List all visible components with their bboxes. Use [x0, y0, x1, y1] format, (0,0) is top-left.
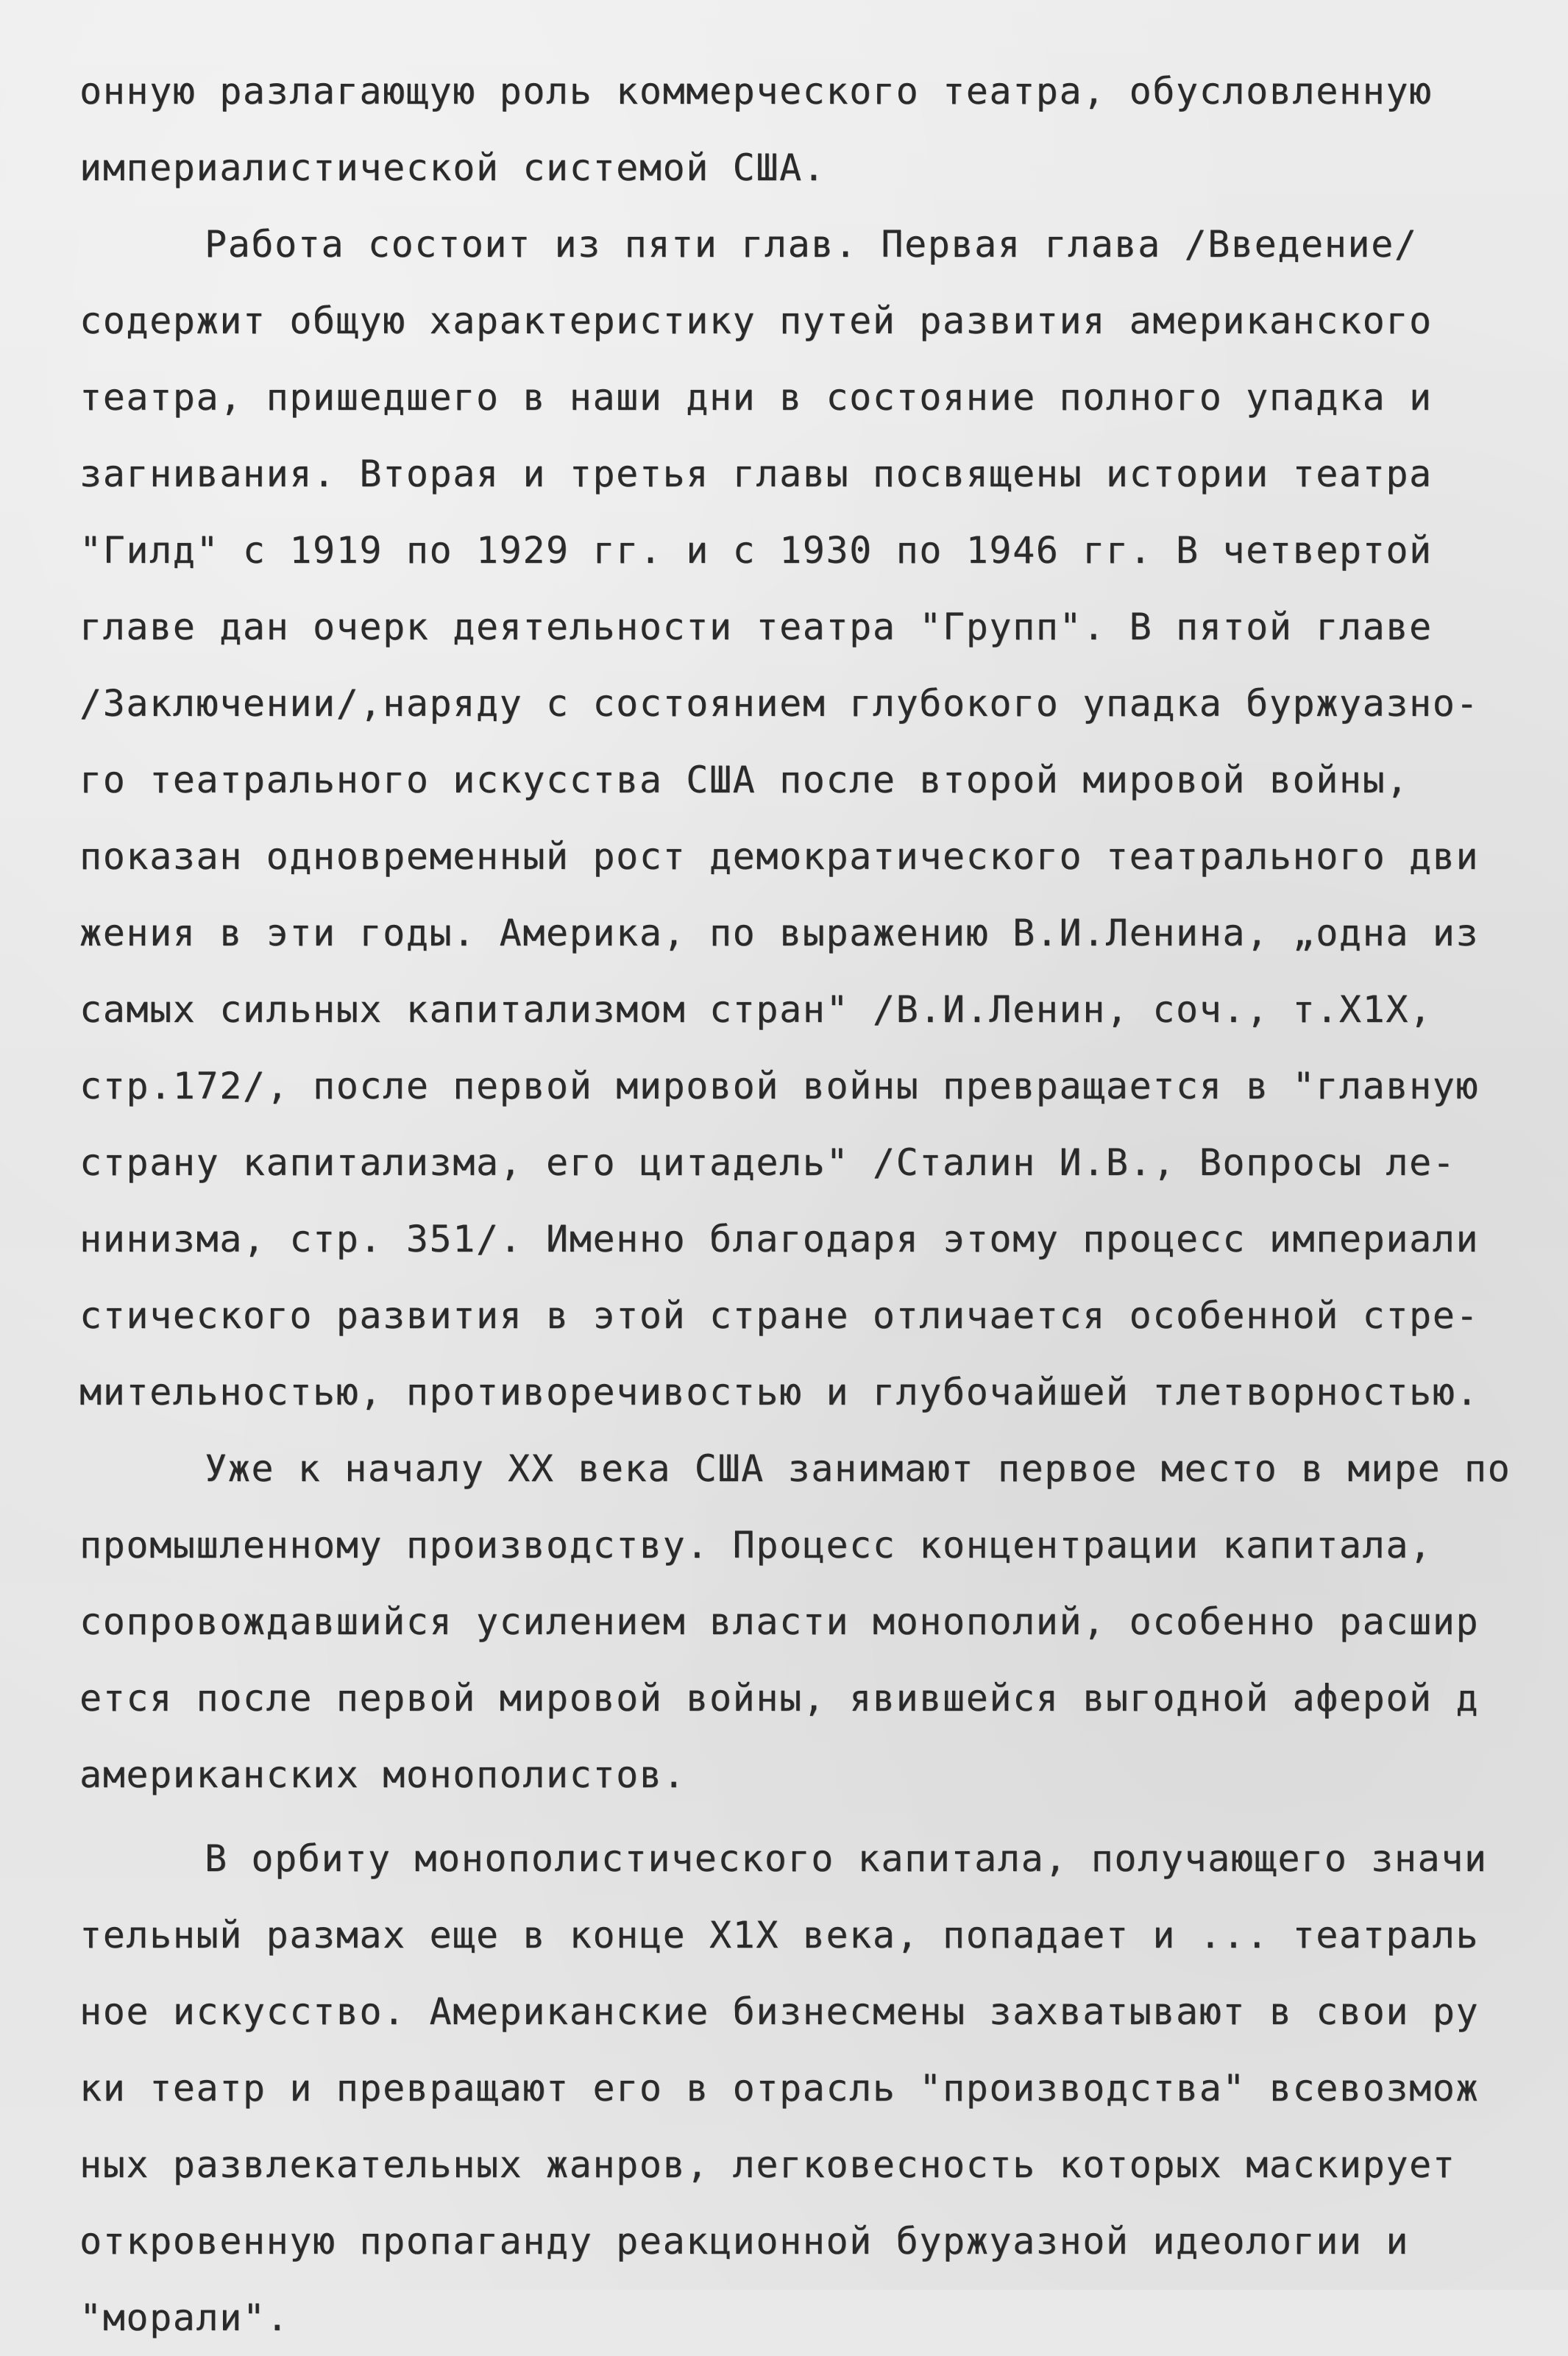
text-line: содержит общую характеристику путей развития американского — [79, 299, 1433, 342]
paragraph-start-line: Работа состоит из пяти глав. Первая глава /Введение/ — [205, 223, 1418, 266]
text-line: "Гилд" с 1919 по 1929 гг. и с 1930 по 1946 гг. В четвертой — [79, 529, 1433, 572]
text-line: нинизма, стр. 351/. Именно благодаря этому процесс империали — [79, 1218, 1480, 1260]
text-line: "морали". — [79, 2296, 290, 2339]
text-line: жения в эти годы. Америка, по выражению В.И.Ленина, „одна из — [79, 912, 1480, 954]
text-line: самых сильных капитализмом стран" /В.И.Ленин, соч., т.Х1Х, — [79, 988, 1433, 1031]
text-line: /Заключении/,наряду с состоянием глубокого упадка буржуазно- — [79, 682, 1480, 725]
text-line: го театрального искусства США после второй мировой войны, — [79, 759, 1410, 801]
text-line: тельный размах еще в конце Х1Х века, попадает и ... театраль — [79, 1914, 1480, 1956]
text-line: промышленному производству. Процесс концентрации капитала, — [79, 1524, 1433, 1566]
text-line: ется после первой мировой войны, явившейся выгодной аферой д — [79, 1677, 1480, 1720]
text-line: страну капитализма, его цитадель" /Сталин И.В., Вопросы ле- — [79, 1141, 1456, 1184]
text-line: онную разлагающую роль коммерческого театра, обусловленную — [79, 70, 1433, 113]
text-line: ки театр и превращают его в отрасль "производства" всевозмож — [79, 2067, 1480, 2110]
text-line: театра, пришедшего в наши дни в состояние полного упадка и — [79, 376, 1433, 419]
text-line: откровенную пропаганду реакционной буржуазной идеологии и — [79, 2220, 1410, 2263]
text-line: сопровождавшийся усилением власти монополий, особенно расшир — [79, 1600, 1480, 1643]
text-line: ное искусство. Американские бизнесмены захватывают в свои ру — [79, 1990, 1480, 2033]
typewritten-text — [79, 53, 1544, 2356]
text-line: империалистической системой США. — [79, 146, 826, 189]
paragraph-start-line: В орбиту монополистического капитала, получающего значи — [205, 1837, 1488, 1880]
text-line: стического развития в этой стране отличается особенной стре- — [79, 1294, 1480, 1337]
text-line: мительностью, противоречивостью и глубочайшей тлетворностью. — [79, 1371, 1480, 1413]
paragraph-start-line: Уже к началу ХХ века США занимают первое место в мире по — [205, 1447, 1511, 1490]
paragraph-gap — [79, 1813, 1544, 1820]
text-line: показан одновременный рост демократического театрального дви — [79, 835, 1480, 878]
text-line: американских монополистов. — [79, 1753, 687, 1796]
text-line: главе дан очерк деятельности театра "Групп". В пятой главе — [79, 606, 1433, 648]
text-line: загнивания. Вторая и третья главы посвящены истории театра — [79, 453, 1433, 495]
text-line: стр.172/, после первой мировой войны превращается в "главную — [79, 1065, 1480, 1107]
text-line: ных развлекательных жанров, легковесность которых маскирует — [79, 2143, 1456, 2186]
